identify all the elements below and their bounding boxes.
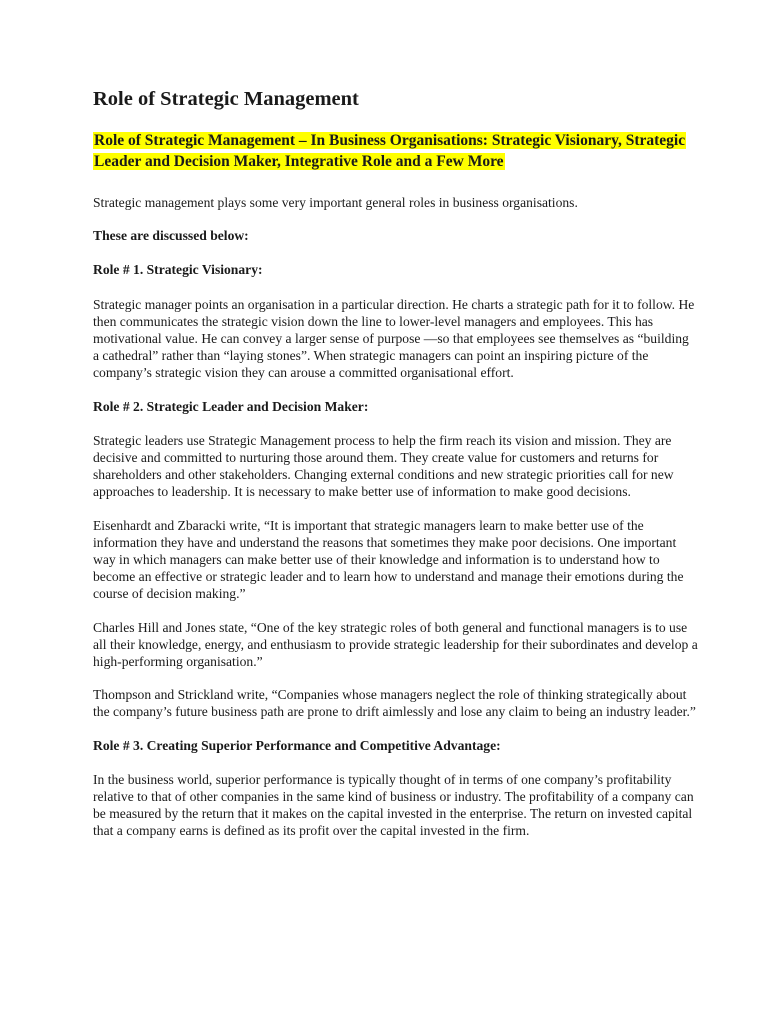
- highlighted-subtitle-text: Role of Strategic Management – In Business Organisations: Strategic Visionary, Strategic Leader and Decision Maker, Integrative Role and a Few More: [94, 132, 686, 170]
- role3-paragraph: In the business world, superior performance is typically thought of in terms of one company’s profitability relative to that of other companies in the same kind of business or industry. The profitability of a company can be measured by the return that it makes on the capital invested in the enterprise. The return on invested capital that a company earns is defined as its profit over the capital invested in the firm.: [93, 771, 694, 839]
- role2-paragraph-2: Eisenhardt and Zbaracki write, “It is important that strategic managers learn to make better use of the information they have and understand the reasons that sometimes they make poor decisions. One important way in which managers can make better use of their knowledge and information is to understand how to become an effective or strategic leader and to learn how to understand and manage their emotions during the course of decision making.”: [93, 517, 684, 602]
- role3-heading: Role # 3. Creating Superior Performance and Competitive Advantage:: [93, 737, 501, 753]
- document-title: Role of Strategic Management: [93, 88, 359, 110]
- role2-paragraph-3: Charles Hill and Jones state, “One of the key strategic roles of both general and functional managers is to use all their knowledge, energy, and enthusiasm to provide strategic leadership for their subordinates and develop a high-performing organisation.”: [93, 619, 698, 670]
- role1-paragraph: Strategic manager points an organisation in a particular direction. He charts a strategic path for it to follow. He then communicates the strategic vision down the line to lower-level managers and employees. This has motivational value. He can convey a larger sense of purpose —so that employees see themselves as “building a cathedral” rather than “laying stones”. When strategic managers can point an inspiring picture of the company’s strategic vision they can arouse a committed organisational effort.: [93, 296, 695, 381]
- discussed-heading: These are discussed below:: [93, 228, 249, 244]
- role2-paragraph-4: Thompson and Strickland write, “Companies whose managers neglect the role of thinking strategically about the company’s future business path are prone to drift aimlessly and lose any claim to being an industry leader.”: [93, 687, 696, 720]
- document-subtitle: [93, 130, 698, 172]
- role2-heading: Role # 2. Strategic Leader and Decision Maker:: [93, 398, 369, 414]
- intro-paragraph: Strategic management plays some very important general roles in business organisations.: [93, 195, 578, 210]
- role1-heading: Role # 1. Strategic Visionary:: [93, 262, 263, 278]
- role2-paragraph-1: Strategic leaders use Strategic Management process to help the firm reach its vision and mission. They are decisive and committed to nurturing those around them. They create value for customers and returns for shareholders and other stakeholders. Changing external conditions and new strategic priorities call for new approaches to leadership. It is necessary to make better use of information to make good decisions.: [93, 432, 674, 500]
